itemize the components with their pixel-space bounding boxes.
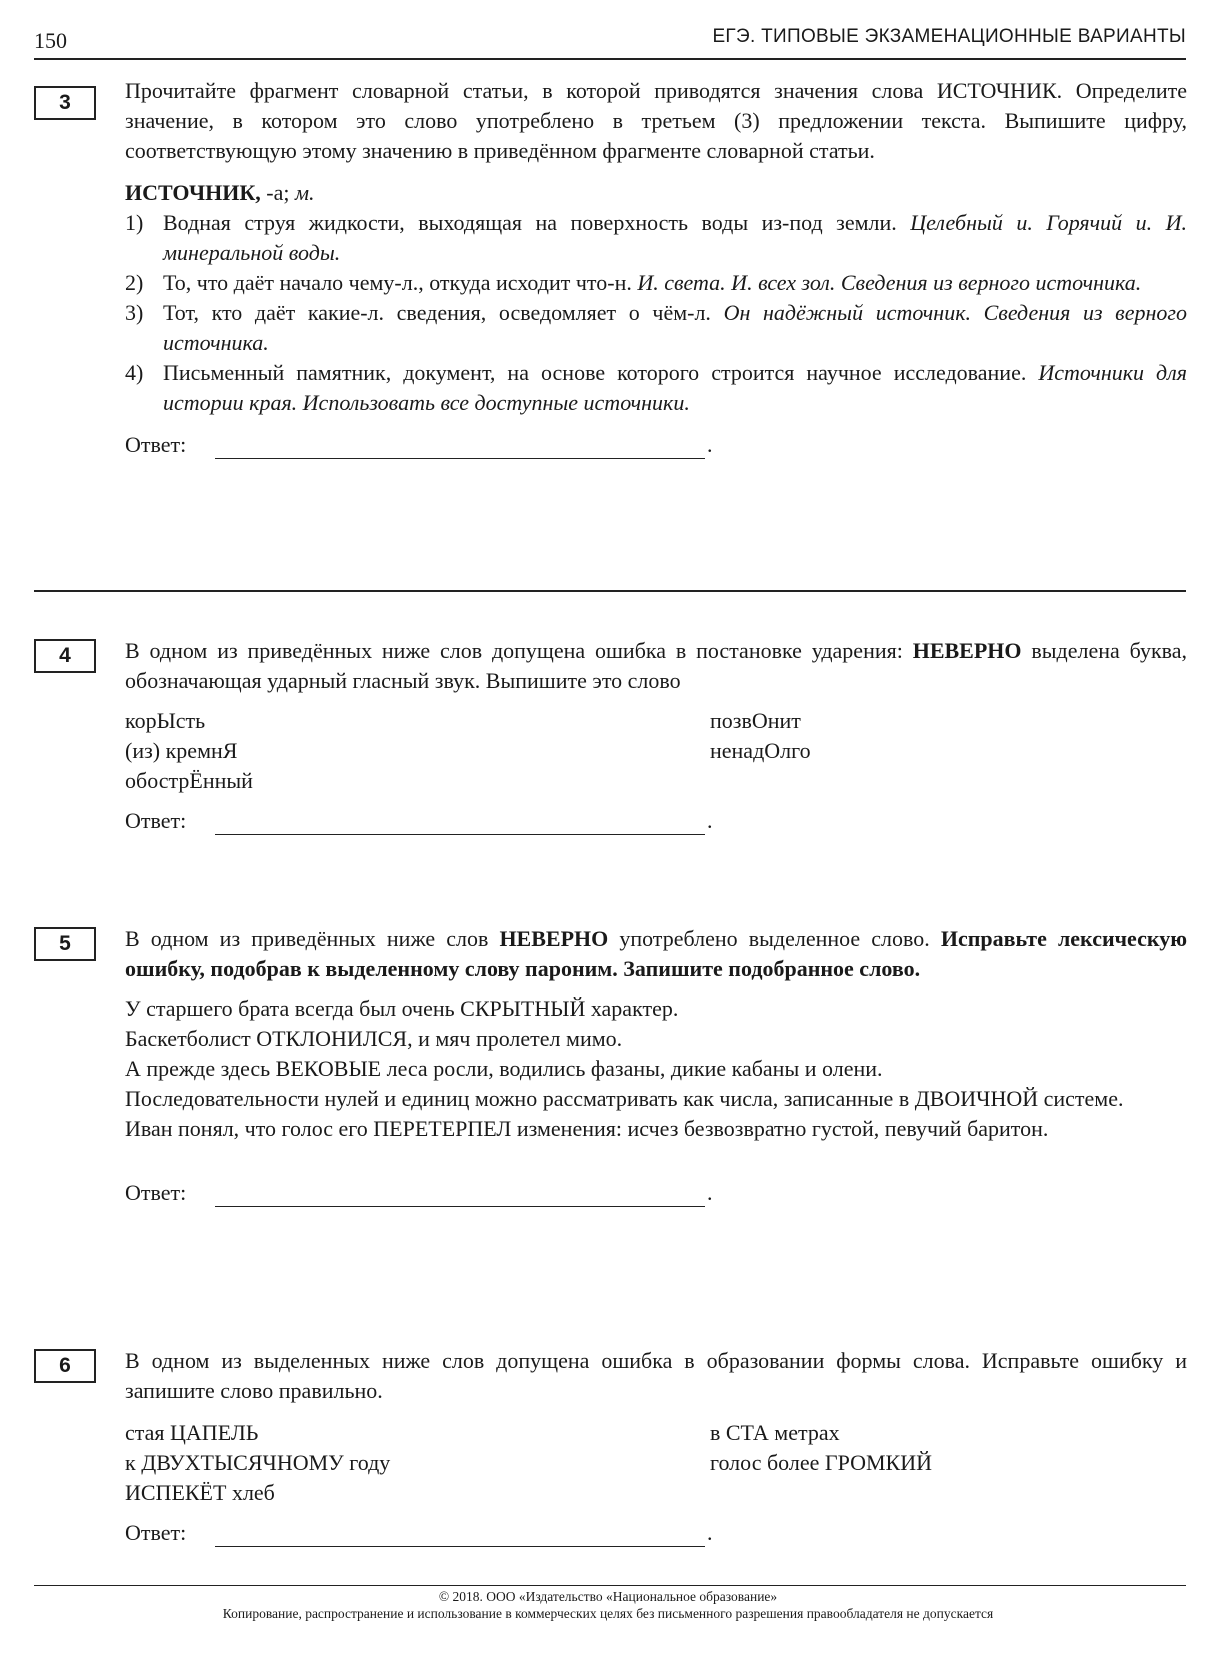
answer-row (125, 806, 1187, 840)
gender-mark: м. (294, 180, 315, 205)
task-body (125, 1346, 1187, 1552)
answer-period: . (707, 1180, 713, 1205)
prompt-instruction: Исправьте лексическую ошибку, подобрав к выделенному слову пароним. Запишите подобранное слово. (125, 926, 1188, 981)
word-option: обострЁнный (125, 768, 253, 793)
answer-row (125, 430, 1187, 464)
definition-examples: И. света. И. всех зол. Сведения из верного источника. (637, 270, 1142, 295)
word-option: (из) кремнЯ (125, 738, 238, 763)
answer-label: Ответ: (125, 432, 187, 457)
definition-number: 3) (125, 300, 144, 325)
task-body (125, 924, 1187, 1212)
running-title: ЕГЭ. ТИПОВЫЕ ЭКЗАМЕНАЦИОННЫЕ ВАРИАНТЫ (712, 26, 1186, 47)
prompt-text: выделена буква, обозначающая ударный гласный звук. Выпишите это слово (125, 638, 1187, 693)
footer-divider (34, 1585, 1186, 1586)
page-header (34, 22, 1186, 60)
sentence: Баскетболист ОТКЛОНИЛСЯ, и мяч пролетел мимо. (125, 1026, 623, 1051)
task-prompt: В одном из выделенных ниже слов допущена ошибка в образовании формы слова. Исправьте ошибку и запишите слово правильно. (125, 1348, 1187, 1403)
definition-examples: Целебный и. Горячий и. И. минеральной воды. (163, 210, 1187, 265)
task-number-box: 5 (34, 927, 96, 961)
definition-number: 1) (125, 210, 144, 235)
dictionary-entry-head (125, 178, 1187, 208)
task-prompt (125, 636, 1187, 696)
task-number-box: 3 (34, 86, 96, 120)
sentence: Иван понял, что голос его ПЕРЕТЕРПЕЛ изменения: исчез безвозвратно густой, певучий баритон. (125, 1116, 1049, 1141)
task-prompt (125, 924, 1187, 984)
definition-examples: Он надёжный источник. Сведения из верного источника. (163, 300, 1187, 355)
word-column-left (125, 1418, 685, 1508)
answer-label: Ответ: (125, 1520, 187, 1545)
page-footer (0, 1588, 1216, 1622)
copyright-notice: Копирование, распространение и использование в коммерческих целях без письменного разрешения правообладателя не допускается (222, 1606, 994, 1621)
word-columns (125, 1418, 1187, 1510)
task-number-box: 6 (34, 1349, 96, 1383)
word-option: ненадОлго (710, 738, 811, 763)
answer-row (125, 1178, 1187, 1212)
answer-line[interactable] (215, 834, 705, 835)
answer-label: Ответ: (125, 1180, 187, 1205)
answer-line[interactable] (215, 458, 705, 459)
definition-examples: Источники для истории края. Использовать все доступные источники. (163, 360, 1187, 415)
page-number: 150 (34, 28, 67, 53)
definition-number: 4) (125, 360, 144, 385)
prompt-emphasis: НЕВЕРНО (912, 638, 1022, 663)
word-option: стая ЦАПЕЛЬ (125, 1420, 259, 1445)
word-column-right (710, 706, 1180, 766)
grammar-info: -а; (266, 180, 290, 205)
word-option: к ДВУХТЫСЯЧНОМУ году (125, 1450, 391, 1475)
sentence: Последовательности нулей и единиц можно рассматривать как числа, записанные в ДВОИЧНОЙ системе. (125, 1086, 1124, 1111)
task-body (125, 636, 1187, 840)
definition-item (125, 298, 1187, 358)
definition-item (125, 268, 1187, 298)
sentence: А прежде здесь ВЕКОВЫЕ леса росли, водились фазаны, дикие кабаны и олени. (125, 1056, 883, 1081)
word-column-right (710, 1418, 1180, 1478)
definition-text: Тот, кто даёт какие-л. сведения, осведомляет о чём-л. (163, 300, 711, 325)
sentence: У старшего брата всегда был очень СКРЫТНЫЙ характер. (125, 996, 679, 1021)
task-prompt: Прочитайте фрагмент словарной статьи, в которой приводятся значения слова ИСТОЧНИК. Определите значение, в котором это слово употреблено в третьем (3) предложении текста. Выпишите цифру, соответствующую этому значению в приведённом фрагменте словарной статьи. (125, 78, 1187, 163)
prompt-emphasis: НЕВЕРНО (499, 926, 609, 951)
answer-period: . (707, 1520, 713, 1545)
word-option: позвОнит (710, 708, 801, 733)
definition-text: То, что даёт начало чему-л., откуда исходит что-н. (163, 270, 632, 295)
sentence-list (125, 994, 1187, 1144)
word-option: корЫсть (125, 708, 206, 733)
word-option: в СТА метрах (710, 1420, 840, 1445)
definition-item (125, 358, 1187, 418)
definition-item (125, 208, 1187, 268)
headword: ИСТОЧНИК, (125, 180, 261, 205)
prompt-text: В одном из приведённых ниже слов допущена ошибка в постановке ударения: (125, 638, 903, 663)
answer-label: Ответ: (125, 808, 187, 833)
definition-number: 2) (125, 270, 144, 295)
answer-line[interactable] (215, 1206, 705, 1207)
definition-text: Водная струя жидкости, выходящая на поверхность воды из-под земли. (163, 210, 897, 235)
word-option: ИСПЕКЁТ хлеб (125, 1480, 275, 1505)
prompt-text: В одном из приведённых ниже слов (125, 926, 489, 951)
copyright-text: © 2018. ООО «Издательство «Национальное образование» (438, 1589, 778, 1604)
answer-row (125, 1518, 1187, 1552)
definition-text: Письменный памятник, документ, на основе которого строится научное исследование. (163, 360, 1027, 385)
section-divider (34, 590, 1186, 592)
answer-period: . (707, 432, 713, 457)
word-column-left (125, 706, 685, 796)
task-number-box: 4 (34, 639, 96, 673)
word-option: голос более ГРОМКИЙ (710, 1450, 933, 1475)
prompt-text: употреблено выделенное слово. (619, 926, 930, 951)
answer-period: . (707, 808, 713, 833)
word-columns (125, 706, 1187, 798)
answer-line[interactable] (215, 1546, 705, 1547)
task-body (125, 76, 1187, 464)
